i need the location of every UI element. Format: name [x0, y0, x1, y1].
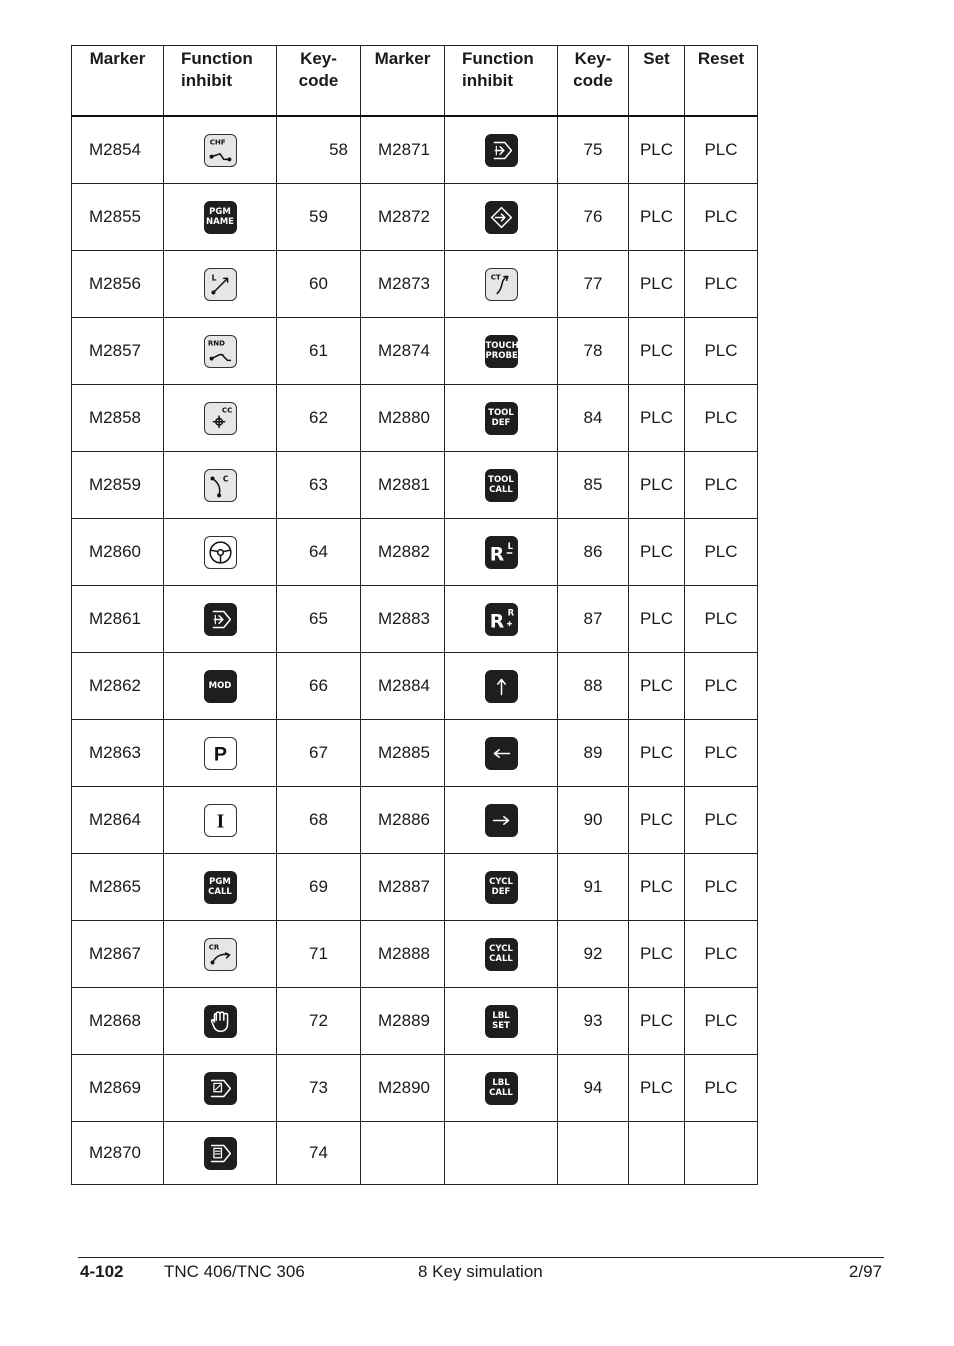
set-cell: PLC — [629, 116, 685, 184]
function-key-cell — [164, 854, 277, 921]
svg-text:C: C — [222, 473, 228, 483]
marker-cell: M2859 — [72, 452, 164, 519]
p-key-icon — [204, 737, 237, 770]
table-row — [72, 184, 758, 251]
marker-cell-2: M2890 — [361, 1055, 445, 1122]
set-cell: PLC — [629, 519, 685, 586]
line-key-icon — [204, 268, 237, 301]
table-row — [72, 586, 758, 653]
function-key-cell-2 — [445, 519, 558, 586]
cc-key-icon — [204, 402, 237, 435]
reset-cell: PLC — [685, 720, 758, 787]
table-row — [72, 720, 758, 787]
key-code-cell: 63 — [277, 452, 361, 519]
svg-text:P: P — [213, 743, 227, 766]
marker-cell-2: M2881 — [361, 452, 445, 519]
marker-cell: M2854 — [72, 116, 164, 184]
marker-cell: M2857 — [72, 318, 164, 385]
marker-cell-2: M2883 — [361, 586, 445, 653]
marker-cell-2: M2873 — [361, 251, 445, 318]
marker-cell-2: M2880 — [361, 385, 445, 452]
goto-diamond-key-icon — [485, 201, 518, 234]
key-code-cell: 67 — [277, 720, 361, 787]
table-header-row — [72, 46, 758, 117]
key-code-cell: 65 — [277, 586, 361, 653]
function-key-cell-2 — [445, 385, 558, 452]
col-header-marker-2: Marker — [361, 46, 445, 117]
marker-cell: M2858 — [72, 385, 164, 452]
table-row — [72, 787, 758, 854]
radius-right-key-icon — [485, 603, 518, 636]
svg-text:CC: CC — [221, 404, 232, 414]
hand-stop-key-icon — [204, 1005, 237, 1038]
key-code-cell-2: 78 — [558, 318, 629, 385]
key-code-cell-2: 87 — [558, 586, 629, 653]
lbl-call-key-icon: LBL CALL — [485, 1072, 518, 1105]
function-key-cell — [164, 452, 277, 519]
page-number: 4-102 — [80, 1262, 124, 1281]
enter-arrow-key-icon — [485, 134, 518, 167]
marker-cell: M2870 — [72, 1122, 164, 1185]
table-row — [72, 653, 758, 720]
function-key-cell-2 — [445, 988, 558, 1055]
reset-cell: PLC — [685, 519, 758, 586]
lbl-set-key-icon: LBL SET — [485, 1005, 518, 1038]
table-row — [72, 318, 758, 385]
key-code-cell: 72 — [277, 988, 361, 1055]
function-key-cell — [164, 653, 277, 720]
marker-cell-2 — [361, 1122, 445, 1185]
pgm-call-key-icon: PGM CALL — [204, 871, 237, 904]
marker-cell-2: M2888 — [361, 921, 445, 988]
set-cell: PLC — [629, 988, 685, 1055]
key-code-cell: 69 — [277, 854, 361, 921]
key-code-cell: 64 — [277, 519, 361, 586]
table-row — [72, 1055, 758, 1122]
key-code-cell-2: 88 — [558, 653, 629, 720]
function-key-cell-2 — [445, 787, 558, 854]
marker-cell-2: M2885 — [361, 720, 445, 787]
svg-text:R: R — [489, 610, 504, 632]
key-code-cell-2: 77 — [558, 251, 629, 318]
svg-text:CHF: CHF — [209, 136, 226, 146]
reset-cell: PLC — [685, 988, 758, 1055]
key-code-cell-2: 76 — [558, 184, 629, 251]
table-row — [72, 988, 758, 1055]
steering-wheel-key-icon — [204, 536, 237, 569]
function-key-cell — [164, 184, 277, 251]
set-cell: PLC — [629, 452, 685, 519]
function-key-cell-2 — [445, 318, 558, 385]
cr-key-icon — [204, 938, 237, 971]
function-key-cell — [164, 988, 277, 1055]
key-code-cell-2 — [558, 1122, 629, 1185]
key-code-cell: 73 — [277, 1055, 361, 1122]
marker-cell: M2867 — [72, 921, 164, 988]
set-cell: PLC — [629, 653, 685, 720]
col-header-reset: Reset — [685, 46, 758, 117]
function-key-cell — [164, 1122, 277, 1185]
function-key-cell — [164, 116, 277, 184]
function-key-cell-2 — [445, 720, 558, 787]
program-mode-key-icon — [204, 1137, 237, 1170]
function-key-cell — [164, 519, 277, 586]
key-code-cell-2: 93 — [558, 988, 629, 1055]
c-arc-key-icon — [204, 469, 237, 502]
marker-cell: M2855 — [72, 184, 164, 251]
function-key-cell — [164, 385, 277, 452]
arrow-right-key-icon — [485, 804, 518, 837]
function-key-cell-2 — [445, 251, 558, 318]
table-row — [72, 251, 758, 318]
key-code-cell: 66 — [277, 653, 361, 720]
key-code-cell-2: 75 — [558, 116, 629, 184]
svg-text:RND: RND — [207, 337, 225, 347]
reset-cell: PLC — [685, 787, 758, 854]
arrow-up-key-icon — [485, 670, 518, 703]
svg-text:I: I — [216, 810, 224, 833]
marker-cell: M2869 — [72, 1055, 164, 1122]
ct-tangential-key-icon — [485, 268, 518, 301]
table-row — [72, 854, 758, 921]
col-header-function-inhibit: Function inhibit — [164, 46, 277, 117]
reset-cell: PLC — [685, 116, 758, 184]
radius-left-key-icon — [485, 536, 518, 569]
col-header-set: Set — [629, 46, 685, 117]
footer-rule — [78, 1257, 884, 1258]
col-header-function-inhibit-2: Function inhibit — [445, 46, 558, 117]
key-simulation-table — [71, 45, 758, 1185]
marker-cell-2: M2874 — [361, 318, 445, 385]
function-key-cell-2 — [445, 653, 558, 720]
set-cell: PLC — [629, 184, 685, 251]
reset-cell: PLC — [685, 385, 758, 452]
table-row — [72, 385, 758, 452]
marker-cell: M2862 — [72, 653, 164, 720]
marker-cell: M2865 — [72, 854, 164, 921]
table-row — [72, 921, 758, 988]
svg-text:R: R — [507, 606, 514, 617]
key-code-cell: 71 — [277, 921, 361, 988]
function-key-cell — [164, 787, 277, 854]
key-code-cell-2: 90 — [558, 787, 629, 854]
edition-date: 2/97 — [848, 1262, 882, 1281]
key-code-cell: 61 — [277, 318, 361, 385]
i-key-icon — [204, 804, 237, 837]
rnd-key-icon — [204, 335, 237, 368]
col-header-key-code: Key- code — [277, 46, 361, 117]
reset-cell: PLC — [685, 318, 758, 385]
svg-text:R: R — [489, 543, 504, 565]
arrow-left-key-icon — [485, 737, 518, 770]
reset-cell: PLC — [685, 452, 758, 519]
cycl-def-key-icon: CYCL DEF — [485, 871, 518, 904]
table-row — [72, 452, 758, 519]
marker-cell-2: M2872 — [361, 184, 445, 251]
svg-text:CR: CR — [208, 941, 219, 951]
marker-cell: M2860 — [72, 519, 164, 586]
key-code-cell-2: 86 — [558, 519, 629, 586]
svg-text:L: L — [507, 540, 513, 551]
table-row — [72, 1122, 758, 1185]
function-key-cell — [164, 921, 277, 988]
key-code-cell-2: 92 — [558, 921, 629, 988]
function-key-cell — [164, 318, 277, 385]
function-key-cell-2 — [445, 921, 558, 988]
marker-cell-2: M2889 — [361, 988, 445, 1055]
marker-cell: M2868 — [72, 988, 164, 1055]
marker-cell-2: M2871 — [361, 116, 445, 184]
marker-cell-2: M2887 — [361, 854, 445, 921]
set-cell: PLC — [629, 385, 685, 452]
key-code-cell-2: 91 — [558, 854, 629, 921]
marker-cell-2: M2882 — [361, 519, 445, 586]
reset-cell: PLC — [685, 586, 758, 653]
reset-cell: PLC — [685, 1055, 758, 1122]
cycl-call-key-icon: CYCL CALL — [485, 938, 518, 971]
key-code-cell: 58 — [277, 116, 361, 184]
marker-cell: M2863 — [72, 720, 164, 787]
key-code-cell-2: 84 — [558, 385, 629, 452]
screen-layout-key-icon — [204, 1072, 237, 1105]
function-key-cell — [164, 1055, 277, 1122]
key-code-cell: 60 — [277, 251, 361, 318]
set-cell: PLC — [629, 586, 685, 653]
function-key-cell-2 — [445, 1122, 558, 1185]
reset-cell: PLC — [685, 184, 758, 251]
reset-cell: PLC — [685, 921, 758, 988]
touch-probe-key-icon: TOUCH PROBE — [485, 335, 518, 368]
table-row — [72, 519, 758, 586]
set-cell: PLC — [629, 318, 685, 385]
svg-text:CT: CT — [490, 271, 501, 281]
function-key-cell — [164, 720, 277, 787]
key-code-cell-2: 94 — [558, 1055, 629, 1122]
reset-cell: PLC — [685, 251, 758, 318]
marker-cell: M2861 — [72, 586, 164, 653]
marker-cell: M2864 — [72, 787, 164, 854]
key-code-cell: 74 — [277, 1122, 361, 1185]
function-key-cell — [164, 586, 277, 653]
enter-arrow-key-icon — [204, 603, 237, 636]
function-key-cell-2 — [445, 1055, 558, 1122]
set-cell — [629, 1122, 685, 1185]
mod-key-icon: MOD — [204, 670, 237, 703]
function-key-cell-2 — [445, 184, 558, 251]
set-cell: PLC — [629, 720, 685, 787]
tool-call-key-icon: TOOL CALL — [485, 469, 518, 502]
reset-cell — [685, 1122, 758, 1185]
set-cell: PLC — [629, 787, 685, 854]
set-cell: PLC — [629, 1055, 685, 1122]
marker-cell-2: M2886 — [361, 787, 445, 854]
key-code-cell: 62 — [277, 385, 361, 452]
reset-cell: PLC — [685, 653, 758, 720]
pgm-name-key-icon: PGM NAME — [204, 201, 237, 234]
function-key-cell-2 — [445, 854, 558, 921]
set-cell: PLC — [629, 921, 685, 988]
marker-cell: M2856 — [72, 251, 164, 318]
col-header-marker: Marker — [72, 46, 164, 117]
marker-cell-2: M2884 — [361, 653, 445, 720]
function-key-cell-2 — [445, 586, 558, 653]
function-key-cell-2 — [445, 116, 558, 184]
key-code-cell-2: 89 — [558, 720, 629, 787]
chamfer-key-icon — [204, 134, 237, 167]
product-name: TNC 406/TNC 306 — [164, 1262, 305, 1281]
key-code-cell: 59 — [277, 184, 361, 251]
reset-cell: PLC — [685, 854, 758, 921]
set-cell: PLC — [629, 251, 685, 318]
key-code-cell: 68 — [277, 787, 361, 854]
chapter-title: 8 Key simulation — [418, 1262, 543, 1281]
col-header-key-code-2: Key- code — [558, 46, 629, 117]
function-key-cell — [164, 251, 277, 318]
set-cell: PLC — [629, 854, 685, 921]
key-code-cell-2: 85 — [558, 452, 629, 519]
function-key-cell-2 — [445, 452, 558, 519]
tool-def-key-icon: TOOL DEF — [485, 402, 518, 435]
table-row — [72, 116, 758, 184]
svg-text:L: L — [211, 272, 216, 282]
